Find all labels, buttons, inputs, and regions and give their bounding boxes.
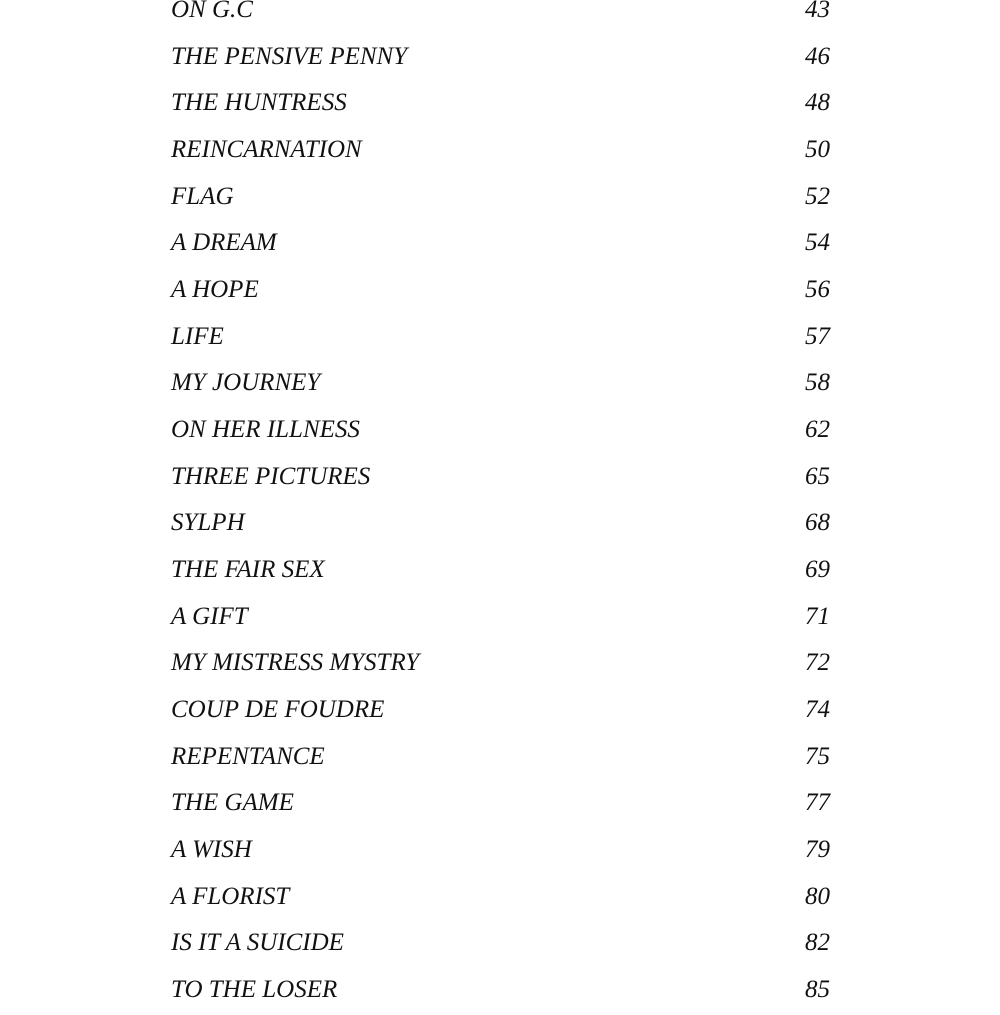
toc-entry-page: 46 xyxy=(805,43,830,70)
toc-entry-title: ON HER ILLNESS xyxy=(171,416,360,443)
toc-entry-page: 58 xyxy=(805,369,830,396)
toc-entry-page: 80 xyxy=(805,883,830,910)
toc-entry xyxy=(0,0,1000,35)
toc-entry xyxy=(0,368,1000,408)
toc-entry-page: 52 xyxy=(805,183,830,210)
toc-entry xyxy=(0,135,1000,175)
toc-entry-title: SYLPH xyxy=(171,509,245,536)
toc-entry-page: 43 xyxy=(805,0,830,23)
toc-entry xyxy=(0,275,1000,315)
toc-entry-title: THE HUNTRESS xyxy=(171,89,347,116)
toc-entry-title: REINCARNATION xyxy=(171,136,362,163)
toc-entry-page: 65 xyxy=(805,463,830,490)
toc-entry xyxy=(0,42,1000,82)
toc-entry-page: 50 xyxy=(805,136,830,163)
toc-entry-page: 62 xyxy=(805,416,830,443)
toc-entry xyxy=(0,835,1000,875)
toc-entry xyxy=(0,602,1000,642)
toc-entry-title: FLAG xyxy=(171,183,234,210)
toc-entry-title: MY MISTRESS MYSTRY xyxy=(171,649,420,676)
toc-entry-page: 69 xyxy=(805,556,830,583)
toc-entry-page: 48 xyxy=(805,89,830,116)
toc-entry-page: 82 xyxy=(805,929,830,956)
toc-entry xyxy=(0,975,1000,1015)
toc-entry xyxy=(0,788,1000,828)
toc-entry-page: 54 xyxy=(805,229,830,256)
toc-entry-title: IS IT A SUICIDE xyxy=(171,929,344,956)
toc-entry-title: TO THE LOSER xyxy=(171,976,338,1003)
toc-entry-title: THE FAIR SEX xyxy=(171,556,325,583)
toc-entry-title: COUP DE FOUDRE xyxy=(171,696,385,723)
toc-entry-title: THREE PICTURES xyxy=(171,463,371,490)
toc-entry-page: 85 xyxy=(805,976,830,1003)
toc-entry-title: A FLORIST xyxy=(171,883,290,910)
toc-entry-page: 79 xyxy=(805,836,830,863)
toc-entry-page: 72 xyxy=(805,649,830,676)
toc-entry-page: 57 xyxy=(805,323,830,350)
toc-entry-page: 77 xyxy=(805,789,830,816)
toc-entry xyxy=(0,648,1000,688)
toc-entry-title: REPENTANCE xyxy=(171,743,325,770)
toc-entry-page: 56 xyxy=(805,276,830,303)
toc-entry xyxy=(0,882,1000,922)
toc-entry xyxy=(0,462,1000,502)
toc-entry-title: A DREAM xyxy=(171,229,277,256)
toc-entry xyxy=(0,88,1000,128)
toc-entry-title: MY JOURNEY xyxy=(171,369,321,396)
toc-entry-page: 74 xyxy=(805,696,830,723)
toc-entry xyxy=(0,928,1000,968)
toc-entry-title: THE GAME xyxy=(171,789,294,816)
toc-entry-page: 75 xyxy=(805,743,830,770)
toc-entry xyxy=(0,415,1000,455)
toc-entry xyxy=(0,228,1000,268)
toc-entry xyxy=(0,695,1000,735)
toc-entry-title: A HOPE xyxy=(171,276,259,303)
toc-entry-title: THE PENSIVE PENNY xyxy=(171,43,408,70)
toc-entry xyxy=(0,322,1000,362)
toc-entry xyxy=(0,742,1000,782)
toc-entry-title: A GIFT xyxy=(171,603,248,630)
toc-entry-page: 68 xyxy=(805,509,830,536)
toc-entry xyxy=(0,508,1000,548)
toc-entry-title: A WISH xyxy=(171,836,252,863)
toc-entry xyxy=(0,555,1000,595)
toc-entry-title: ON G.C xyxy=(171,0,253,23)
toc-entry xyxy=(0,182,1000,222)
toc-entry-title: LIFE xyxy=(171,323,224,350)
toc-entry-page: 71 xyxy=(805,603,830,630)
